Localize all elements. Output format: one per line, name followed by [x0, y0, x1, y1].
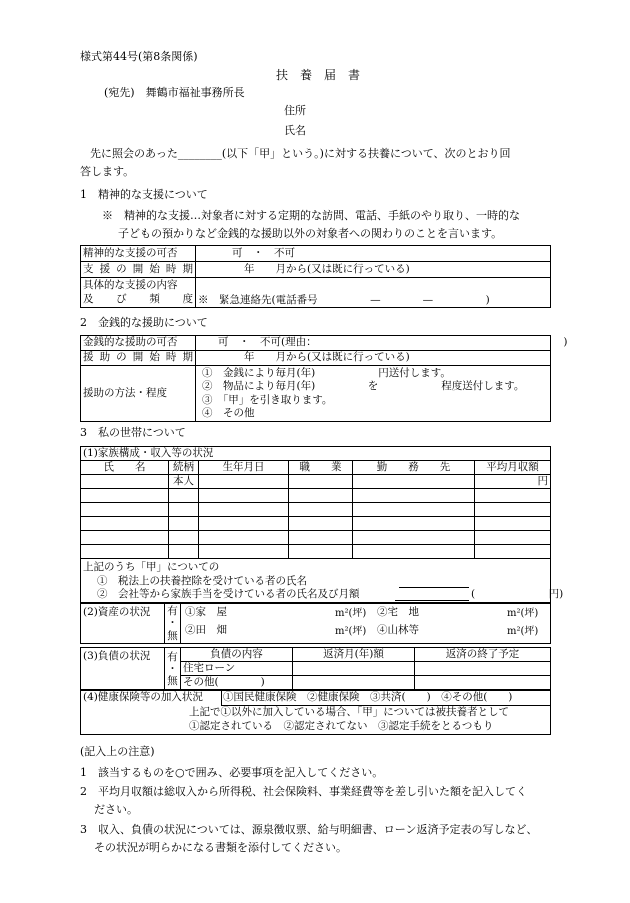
- intro-line2: 答します。: [80, 165, 135, 178]
- col-relation: 続柄: [169, 461, 199, 475]
- table-row: [81, 503, 551, 517]
- note-3b: その状況が明らかになる書類を添付してください。: [94, 841, 347, 854]
- s1-row2-label: 支援の開始時期: [81, 262, 196, 278]
- col-income: 平均月収額: [475, 461, 551, 475]
- section1-title: 1 精神的な支援について: [80, 188, 208, 201]
- name-label: 氏名: [284, 124, 306, 137]
- umu-dot: ・: [167, 617, 178, 630]
- note-1: 1 該当するものを○で囲み、必要事項を記入してください。: [80, 766, 384, 779]
- col-birthdate: 生年月日: [199, 461, 289, 475]
- kou-item1[interactable]: [83, 575, 548, 588]
- kou-block: [81, 559, 564, 603]
- assets-umu[interactable]: [165, 604, 181, 644]
- s1-row3-label2: 及び頻度: [83, 292, 193, 305]
- debt-col-repayment: 返済月(年)額: [293, 648, 415, 662]
- kou-item2-text: ② 会社等から家族手当を受けている者の氏名及び月額: [97, 587, 360, 600]
- s2-row2-value[interactable]: 年 月から(又は既に行っている): [196, 351, 551, 366]
- s1-row1-value[interactable]: 可 ・ 不可: [196, 246, 551, 262]
- kou-item1-text: ① 税法上の扶養控除を受けている者の氏名: [97, 574, 307, 587]
- s2-method-1[interactable]: ① 金銭により毎月(年) 円送付します。: [202, 366, 451, 379]
- family-title: (1)家族構成・収入等の状況: [81, 447, 551, 461]
- section3-title: 3 私の世帯について: [80, 426, 186, 439]
- asset-field-unit: m²(坪): [335, 626, 367, 637]
- section1-note-line2: 子どもの預かりなど金銭的な援助以外の対象者への関わりのことを言います。: [118, 227, 503, 240]
- table-row: [81, 517, 551, 531]
- insurance-note1: 上記で①以外に加入している場合、「甲」については被扶養者として: [189, 706, 510, 718]
- asset-forest: ④山林等: [377, 624, 419, 636]
- section1-note-line1: ※ 精神的な支援…対象者に対する定期的な訪問、電話、手紙のやり取り、一時的な: [102, 209, 520, 222]
- s1-row3-label1: 具体的な支援の内容: [83, 279, 178, 292]
- note-3: 3 収入、負債の状況については、源泉徴収票、給与明細書、ローン返済予定表の写しなど、: [80, 823, 538, 836]
- s2-method-3[interactable]: ③ 「甲」を引き取ります。: [202, 393, 333, 406]
- form-number: 様式第44号(第8条関係): [80, 50, 198, 63]
- debt-table: [80, 647, 551, 690]
- insurance-options[interactable]: ①国民健康保険 ②健康保険 ③共済( ) ④その他( ): [223, 691, 513, 703]
- s2-row1-label: 金銭的な援助の可否: [81, 336, 196, 351]
- note-2: 2 平均月収額は総収入から所得税、社会保険料、事業経費等を差し引いた額を記入してく: [80, 785, 527, 798]
- table-row: [81, 531, 551, 545]
- kou-item2-amount[interactable]: ( 円): [471, 587, 564, 600]
- debt-umu-yes[interactable]: 有: [167, 650, 178, 663]
- income-yen[interactable]: 円: [475, 475, 551, 489]
- debt-umu[interactable]: [165, 648, 181, 690]
- col-occupation: 職 業: [289, 461, 353, 475]
- s1-row3-value[interactable]: ※ 緊急連絡先(電話番号 — — ): [196, 278, 551, 308]
- umu-yes[interactable]: 有: [167, 605, 178, 618]
- debt-umu-dot: ・: [167, 662, 178, 675]
- debt-col-content: 負債の内容: [181, 648, 293, 662]
- s2-method-4[interactable]: ④ その他: [202, 406, 255, 419]
- insurance-label: (4)健康保険等の加入状況: [83, 691, 203, 703]
- debt-other[interactable]: その他( ): [181, 676, 293, 690]
- col-name: 氏 名: [81, 461, 169, 475]
- s1-row2-value[interactable]: 年 月から(又は既に行っている): [196, 262, 551, 278]
- kou-title: 上記のうち「甲」についての: [83, 561, 220, 574]
- debt-housing-loan: 住宅ローン: [181, 662, 293, 676]
- table-row: [81, 475, 551, 489]
- asset-field: ②田 畑: [185, 624, 227, 636]
- family-table: [80, 446, 564, 603]
- section1-table: [80, 245, 551, 308]
- col-workplace: 勤 務 先: [353, 461, 475, 475]
- table-row: [81, 489, 551, 503]
- insurance-block: [81, 691, 551, 735]
- addressee: (宛先) 舞鶴市福祉事務所長: [104, 86, 245, 99]
- s2-method-2[interactable]: ② 物品により毎月(年) を 程度送付します。: [202, 380, 525, 393]
- assets-values[interactable]: [181, 604, 551, 644]
- kou-item2[interactable]: [83, 587, 564, 601]
- s2-method-label: 援助の方法・程度: [81, 366, 196, 422]
- insurance-divider: [221, 691, 222, 705]
- notes-title: (記入上の注意): [80, 745, 155, 758]
- debt-label: (3)負債の状況: [81, 648, 165, 690]
- assets-label: (2)資産の状況: [81, 604, 165, 644]
- s2-row1-value[interactable]: 可 ・ 不可(理由： ): [196, 336, 551, 351]
- asset-house-unit: m²(坪): [335, 608, 367, 619]
- asset-house: ①家 屋: [185, 606, 227, 618]
- document-title: 扶 養 届 書: [276, 68, 361, 82]
- s1-row1-label: 精神的な支援の可否: [81, 246, 196, 262]
- asset-land: ②宅 地: [377, 606, 419, 618]
- section2-table: [80, 335, 568, 422]
- s1-row3-label: [81, 278, 196, 308]
- intro-line1: 先に照会のあった________(以下「甲」という。)に対する扶養について、次のとおり回: [90, 147, 511, 160]
- asset-land-unit: m²(坪): [507, 608, 539, 619]
- kou-item2-blank[interactable]: [395, 600, 469, 601]
- note-2b: ださい。: [94, 803, 138, 816]
- self-relation: 本人: [169, 475, 199, 489]
- s2-methods[interactable]: [196, 366, 551, 422]
- debt-umu-no[interactable]: 無: [167, 674, 178, 687]
- table-row: [81, 545, 551, 559]
- asset-forest-unit: m²(坪): [507, 626, 539, 637]
- assets-table: [80, 603, 551, 644]
- debt-col-end: 返済の終了予定: [415, 648, 551, 662]
- s2-row2-label: 援助の開始時期: [81, 351, 196, 366]
- address-label: 住所: [284, 104, 306, 117]
- insurance-table: [80, 690, 551, 735]
- insurance-note2[interactable]: ①認定されている ②認定されてない ③認定手続をとるつもり: [189, 720, 494, 732]
- umu-no[interactable]: 無: [167, 629, 178, 642]
- section2-title: 2 金銭的な援助について: [80, 316, 208, 329]
